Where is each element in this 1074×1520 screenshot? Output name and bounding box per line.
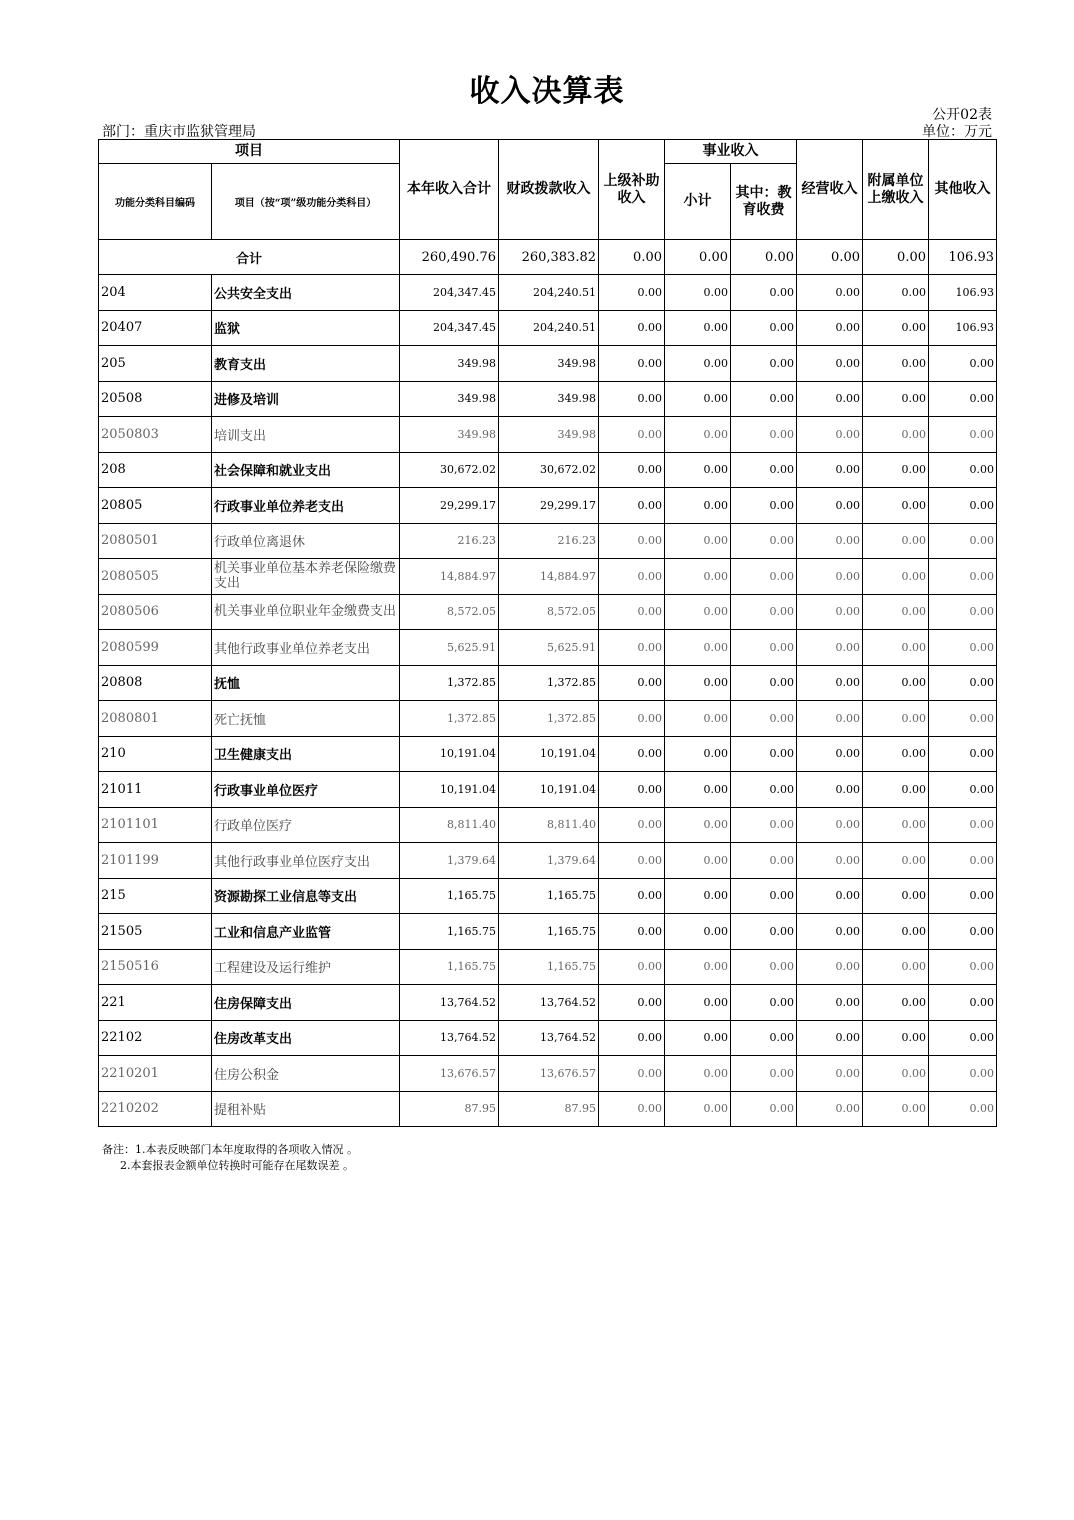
row-value: 349.98 xyxy=(400,417,499,453)
total-row xyxy=(99,240,997,275)
row-value: 14,884.97 xyxy=(499,559,599,595)
row-value: 0.00 xyxy=(731,878,797,914)
total-value: 260,490.76 xyxy=(400,240,499,275)
row-value: 0.00 xyxy=(599,523,665,559)
table-row xyxy=(99,701,997,737)
table-row xyxy=(99,523,997,559)
table-row xyxy=(99,665,997,701)
row-value: 0.00 xyxy=(929,665,997,701)
row-name: 其他行政事业单位医疗支出 xyxy=(212,843,400,879)
table-row xyxy=(99,772,997,808)
row-value: 13,676.57 xyxy=(499,1056,599,1092)
note-2: 2.本套报表金额单位转换时可能存在尾数误差 。 xyxy=(120,1159,354,1172)
row-value: 13,764.52 xyxy=(400,985,499,1021)
row-value: 0.00 xyxy=(797,665,863,701)
row-value: 0.00 xyxy=(599,630,665,666)
row-value: 0.00 xyxy=(797,807,863,843)
row-value: 0.00 xyxy=(863,594,929,630)
total-value: 0.00 xyxy=(665,240,731,275)
row-value: 1,372.85 xyxy=(400,701,499,737)
header-func-code: 功能分类科目编码 xyxy=(99,164,212,240)
row-value: 0.00 xyxy=(929,452,997,488)
row-value: 10,191.04 xyxy=(400,772,499,808)
row-value: 0.00 xyxy=(797,594,863,630)
row-value: 0.00 xyxy=(929,1091,997,1127)
row-value: 0.00 xyxy=(665,701,731,737)
row-value: 0.00 xyxy=(599,1056,665,1092)
row-value: 0.00 xyxy=(665,381,731,417)
table-row xyxy=(99,736,997,772)
row-value: 8,811.40 xyxy=(499,807,599,843)
row-name: 培训支出 xyxy=(212,417,400,453)
row-value: 0.00 xyxy=(797,452,863,488)
row-value: 0.00 xyxy=(797,1056,863,1092)
row-value: 0.00 xyxy=(731,772,797,808)
row-name: 工业和信息产业监管 xyxy=(212,914,400,950)
row-value: 0.00 xyxy=(731,701,797,737)
row-name: 住房改革支出 xyxy=(212,1020,400,1056)
header-other: 其他收入 xyxy=(929,140,997,240)
table-row xyxy=(99,381,997,417)
row-value: 0.00 xyxy=(599,807,665,843)
row-value: 0.00 xyxy=(731,1091,797,1127)
row-code: 205 xyxy=(99,346,212,382)
header-affiliated: 附属单位上缴收入 xyxy=(863,140,929,240)
header-superior: 上级补助收入 xyxy=(599,140,665,240)
row-value: 13,676.57 xyxy=(400,1056,499,1092)
row-value: 0.00 xyxy=(797,310,863,346)
row-value: 87.95 xyxy=(400,1091,499,1127)
row-name: 抚恤 xyxy=(212,665,400,701)
row-value: 13,764.52 xyxy=(499,985,599,1021)
row-value: 0.00 xyxy=(863,630,929,666)
row-value: 0.00 xyxy=(599,417,665,453)
header-item: 项目 xyxy=(99,140,400,164)
row-value: 0.00 xyxy=(929,807,997,843)
row-code: 20805 xyxy=(99,488,212,524)
row-value: 0.00 xyxy=(863,559,929,595)
row-code: 2080506 xyxy=(99,594,212,630)
row-value: 0.00 xyxy=(797,1091,863,1127)
row-value: 0.00 xyxy=(863,1056,929,1092)
row-value: 1,165.75 xyxy=(400,878,499,914)
row-value: 349.98 xyxy=(499,417,599,453)
row-value: 0.00 xyxy=(863,843,929,879)
row-value: 0.00 xyxy=(599,949,665,985)
row-code: 22102 xyxy=(99,1020,212,1056)
row-code: 210 xyxy=(99,736,212,772)
row-value: 0.00 xyxy=(863,878,929,914)
row-name: 监狱 xyxy=(212,310,400,346)
table-row xyxy=(99,452,997,488)
row-value: 0.00 xyxy=(797,559,863,595)
row-value: 0.00 xyxy=(731,736,797,772)
row-value: 0.00 xyxy=(665,488,731,524)
row-code: 2080501 xyxy=(99,523,212,559)
row-value: 5,625.91 xyxy=(400,630,499,666)
table-number: 公开02表 xyxy=(932,107,992,123)
row-value: 0.00 xyxy=(797,630,863,666)
total-label: 合计 xyxy=(99,240,400,275)
row-name: 死亡抚恤 xyxy=(212,701,400,737)
row-code: 21505 xyxy=(99,914,212,950)
row-code: 208 xyxy=(99,452,212,488)
table-row xyxy=(99,878,997,914)
row-code: 215 xyxy=(99,878,212,914)
row-value: 0.00 xyxy=(929,1020,997,1056)
row-name: 工程建设及运行维护 xyxy=(212,949,400,985)
row-value: 87.95 xyxy=(499,1091,599,1127)
row-value: 0.00 xyxy=(665,985,731,1021)
row-value: 106.93 xyxy=(929,275,997,311)
row-name: 机关事业单位职业年金缴费支出 xyxy=(212,594,400,630)
row-name: 进修及培训 xyxy=(212,381,400,417)
row-value: 0.00 xyxy=(863,417,929,453)
row-value: 10,191.04 xyxy=(499,736,599,772)
row-code: 204 xyxy=(99,275,212,311)
total-value: 0.00 xyxy=(797,240,863,275)
row-value: 0.00 xyxy=(731,417,797,453)
row-value: 0.00 xyxy=(863,488,929,524)
row-value: 106.93 xyxy=(929,310,997,346)
row-value: 0.00 xyxy=(797,736,863,772)
row-value: 0.00 xyxy=(929,381,997,417)
row-value: 0.00 xyxy=(665,914,731,950)
row-value: 0.00 xyxy=(599,488,665,524)
row-value: 5,625.91 xyxy=(499,630,599,666)
row-value: 0.00 xyxy=(665,630,731,666)
row-value: 0.00 xyxy=(599,559,665,595)
row-value: 0.00 xyxy=(863,523,929,559)
row-value: 0.00 xyxy=(599,736,665,772)
row-code: 20407 xyxy=(99,310,212,346)
notes xyxy=(102,1142,358,1174)
row-value: 0.00 xyxy=(665,523,731,559)
row-name: 机关事业单位基本养老保险缴费支出 xyxy=(212,559,400,595)
row-code: 2050803 xyxy=(99,417,212,453)
row-name: 提租补贴 xyxy=(212,1091,400,1127)
header-total-income: 本年收入合计 xyxy=(400,140,499,240)
table-row xyxy=(99,594,997,630)
row-value: 0.00 xyxy=(929,417,997,453)
row-value: 0.00 xyxy=(863,452,929,488)
row-value: 0.00 xyxy=(599,665,665,701)
row-value: 216.23 xyxy=(499,523,599,559)
row-value: 0.00 xyxy=(797,523,863,559)
row-value: 8,572.05 xyxy=(499,594,599,630)
row-value: 30,672.02 xyxy=(400,452,499,488)
row-value: 0.00 xyxy=(731,452,797,488)
row-value: 1,165.75 xyxy=(400,914,499,950)
row-value: 0.00 xyxy=(797,1020,863,1056)
row-code: 20508 xyxy=(99,381,212,417)
table-row xyxy=(99,275,997,311)
row-value: 30,672.02 xyxy=(499,452,599,488)
row-value: 0.00 xyxy=(665,346,731,382)
row-code: 2210201 xyxy=(99,1056,212,1092)
row-name: 住房公积金 xyxy=(212,1056,400,1092)
row-value: 0.00 xyxy=(665,843,731,879)
row-code: 221 xyxy=(99,985,212,1021)
total-value: 260,383.82 xyxy=(499,240,599,275)
row-code: 20808 xyxy=(99,665,212,701)
row-value: 0.00 xyxy=(599,843,665,879)
page-title: 收入决算表 xyxy=(469,74,625,109)
row-value: 0.00 xyxy=(665,1091,731,1127)
row-value: 8,811.40 xyxy=(400,807,499,843)
row-name: 公共安全支出 xyxy=(212,275,400,311)
department-label: 部门：重庆市监狱管理局 xyxy=(102,124,256,140)
row-value: 349.98 xyxy=(499,346,599,382)
row-value: 0.00 xyxy=(731,807,797,843)
row-code: 2101101 xyxy=(99,807,212,843)
row-value: 1,165.75 xyxy=(499,914,599,950)
table-row xyxy=(99,310,997,346)
row-value: 0.00 xyxy=(797,843,863,879)
row-value: 29,299.17 xyxy=(400,488,499,524)
row-value: 0.00 xyxy=(929,914,997,950)
row-value: 0.00 xyxy=(665,807,731,843)
row-value: 0.00 xyxy=(929,949,997,985)
row-value: 0.00 xyxy=(929,985,997,1021)
table-row xyxy=(99,807,997,843)
row-value: 0.00 xyxy=(863,381,929,417)
row-value: 0.00 xyxy=(731,914,797,950)
row-value: 0.00 xyxy=(929,843,997,879)
row-value: 0.00 xyxy=(731,949,797,985)
table-row xyxy=(99,559,997,595)
total-value: 0.00 xyxy=(731,240,797,275)
row-value: 0.00 xyxy=(731,843,797,879)
row-value: 0.00 xyxy=(599,275,665,311)
row-value: 14,884.97 xyxy=(400,559,499,595)
table-row xyxy=(99,630,997,666)
total-value: 0.00 xyxy=(599,240,665,275)
row-code: 2101199 xyxy=(99,843,212,879)
row-value: 0.00 xyxy=(665,949,731,985)
row-value: 0.00 xyxy=(863,949,929,985)
row-value: 204,240.51 xyxy=(499,275,599,311)
row-value: 0.00 xyxy=(599,772,665,808)
row-value: 0.00 xyxy=(599,310,665,346)
row-value: 0.00 xyxy=(731,630,797,666)
table-row xyxy=(99,949,997,985)
row-value: 0.00 xyxy=(731,665,797,701)
row-name: 住房保障支出 xyxy=(212,985,400,1021)
row-value: 349.98 xyxy=(400,346,499,382)
row-name: 卫生健康支出 xyxy=(212,736,400,772)
note-1: 备注：1.本表反映部门本年度取得的各项收入情况 。 xyxy=(102,1143,358,1156)
table-row xyxy=(99,488,997,524)
row-value: 0.00 xyxy=(863,701,929,737)
row-value: 204,347.45 xyxy=(400,310,499,346)
row-value: 0.00 xyxy=(797,701,863,737)
row-value: 8,572.05 xyxy=(400,594,499,630)
row-value: 0.00 xyxy=(797,346,863,382)
row-value: 0.00 xyxy=(731,985,797,1021)
row-value: 0.00 xyxy=(599,701,665,737)
row-value: 10,191.04 xyxy=(400,736,499,772)
income-table xyxy=(98,139,997,1127)
row-value: 0.00 xyxy=(731,310,797,346)
row-value: 0.00 xyxy=(599,878,665,914)
row-value: 0.00 xyxy=(797,914,863,950)
row-code: 2080599 xyxy=(99,630,212,666)
row-value: 0.00 xyxy=(665,1056,731,1092)
row-value: 0.00 xyxy=(929,736,997,772)
table-row xyxy=(99,843,997,879)
row-value: 0.00 xyxy=(929,346,997,382)
unit-label: 单位：万元 xyxy=(922,124,992,140)
row-value: 0.00 xyxy=(797,949,863,985)
row-name: 其他行政事业单位养老支出 xyxy=(212,630,400,666)
header-subtotal: 小计 xyxy=(665,164,731,240)
row-value: 0.00 xyxy=(665,310,731,346)
row-value: 0.00 xyxy=(863,914,929,950)
total-value: 0.00 xyxy=(863,240,929,275)
row-value: 0.00 xyxy=(929,772,997,808)
row-name: 行政事业单位医疗 xyxy=(212,772,400,808)
row-value: 0.00 xyxy=(863,346,929,382)
row-value: 13,764.52 xyxy=(400,1020,499,1056)
row-value: 29,299.17 xyxy=(499,488,599,524)
row-value: 0.00 xyxy=(731,523,797,559)
row-value: 0.00 xyxy=(665,594,731,630)
row-value: 0.00 xyxy=(863,665,929,701)
row-name: 资源勘探工业信息等支出 xyxy=(212,878,400,914)
total-value: 106.93 xyxy=(929,240,997,275)
row-value: 0.00 xyxy=(665,665,731,701)
table-row xyxy=(99,914,997,950)
table-row xyxy=(99,346,997,382)
row-value: 0.00 xyxy=(863,1091,929,1127)
row-value: 0.00 xyxy=(731,1020,797,1056)
row-value: 204,240.51 xyxy=(499,310,599,346)
row-code: 2210202 xyxy=(99,1091,212,1127)
row-name: 行政单位医疗 xyxy=(212,807,400,843)
row-code: 21011 xyxy=(99,772,212,808)
header-education: 其中：教育收费 xyxy=(731,164,797,240)
header-item-name: 项目（按“项”级功能分类科目） xyxy=(212,164,400,240)
row-value: 0.00 xyxy=(665,736,731,772)
row-value: 0.00 xyxy=(863,310,929,346)
row-code: 2150516 xyxy=(99,949,212,985)
table-row xyxy=(99,1056,997,1092)
row-value: 0.00 xyxy=(599,1020,665,1056)
row-value: 349.98 xyxy=(499,381,599,417)
row-value: 0.00 xyxy=(929,1056,997,1092)
row-value: 0.00 xyxy=(665,772,731,808)
row-value: 0.00 xyxy=(929,878,997,914)
header-fiscal: 财政拨款收入 xyxy=(499,140,599,240)
row-name: 行政事业单位养老支出 xyxy=(212,488,400,524)
row-value: 0.00 xyxy=(731,559,797,595)
table-row xyxy=(99,985,997,1021)
row-name: 行政单位离退休 xyxy=(212,523,400,559)
row-value: 0.00 xyxy=(665,417,731,453)
row-value: 0.00 xyxy=(731,594,797,630)
row-value: 0.00 xyxy=(599,452,665,488)
row-value: 0.00 xyxy=(665,275,731,311)
row-value: 0.00 xyxy=(599,594,665,630)
row-value: 349.98 xyxy=(400,381,499,417)
row-value: 0.00 xyxy=(797,985,863,1021)
table-row xyxy=(99,1091,997,1127)
row-value: 204,347.45 xyxy=(400,275,499,311)
row-value: 0.00 xyxy=(665,559,731,595)
row-value: 1,379.64 xyxy=(499,843,599,879)
row-value: 1,372.85 xyxy=(499,701,599,737)
row-value: 0.00 xyxy=(797,417,863,453)
row-value: 13,764.52 xyxy=(499,1020,599,1056)
row-value: 0.00 xyxy=(863,985,929,1021)
row-value: 1,372.85 xyxy=(499,665,599,701)
row-value: 0.00 xyxy=(863,736,929,772)
row-value: 0.00 xyxy=(863,807,929,843)
row-code: 2080801 xyxy=(99,701,212,737)
row-value: 0.00 xyxy=(599,1091,665,1127)
row-value: 0.00 xyxy=(929,559,997,595)
row-value: 216.23 xyxy=(400,523,499,559)
row-value: 0.00 xyxy=(929,701,997,737)
row-value: 0.00 xyxy=(731,381,797,417)
row-value: 1,165.75 xyxy=(499,949,599,985)
row-value: 0.00 xyxy=(797,488,863,524)
header-operating: 经营收入 xyxy=(797,140,863,240)
header-business: 事业收入 xyxy=(665,140,797,164)
row-value: 0.00 xyxy=(929,523,997,559)
row-value: 1,379.64 xyxy=(400,843,499,879)
row-value: 0.00 xyxy=(599,985,665,1021)
row-value: 1,165.75 xyxy=(499,878,599,914)
row-value: 0.00 xyxy=(929,594,997,630)
row-name: 教育支出 xyxy=(212,346,400,382)
row-value: 0.00 xyxy=(599,346,665,382)
row-value: 0.00 xyxy=(731,275,797,311)
row-value: 0.00 xyxy=(797,772,863,808)
row-value: 0.00 xyxy=(863,1020,929,1056)
row-value: 0.00 xyxy=(731,488,797,524)
row-value: 0.00 xyxy=(665,878,731,914)
row-value: 0.00 xyxy=(929,488,997,524)
row-value: 0.00 xyxy=(599,914,665,950)
row-value: 0.00 xyxy=(599,381,665,417)
row-value: 0.00 xyxy=(797,878,863,914)
table-row xyxy=(99,417,997,453)
row-value: 0.00 xyxy=(929,630,997,666)
row-value: 0.00 xyxy=(797,275,863,311)
row-value: 0.00 xyxy=(797,381,863,417)
row-value: 0.00 xyxy=(731,346,797,382)
row-value: 0.00 xyxy=(863,275,929,311)
row-code: 2080505 xyxy=(99,559,212,595)
row-value: 0.00 xyxy=(863,772,929,808)
row-value: 0.00 xyxy=(731,1056,797,1092)
table-row xyxy=(99,1020,997,1056)
row-value: 0.00 xyxy=(665,452,731,488)
row-value: 0.00 xyxy=(665,1020,731,1056)
row-value: 1,165.75 xyxy=(400,949,499,985)
row-name: 社会保障和就业支出 xyxy=(212,452,400,488)
row-value: 10,191.04 xyxy=(499,772,599,808)
row-value: 1,372.85 xyxy=(400,665,499,701)
